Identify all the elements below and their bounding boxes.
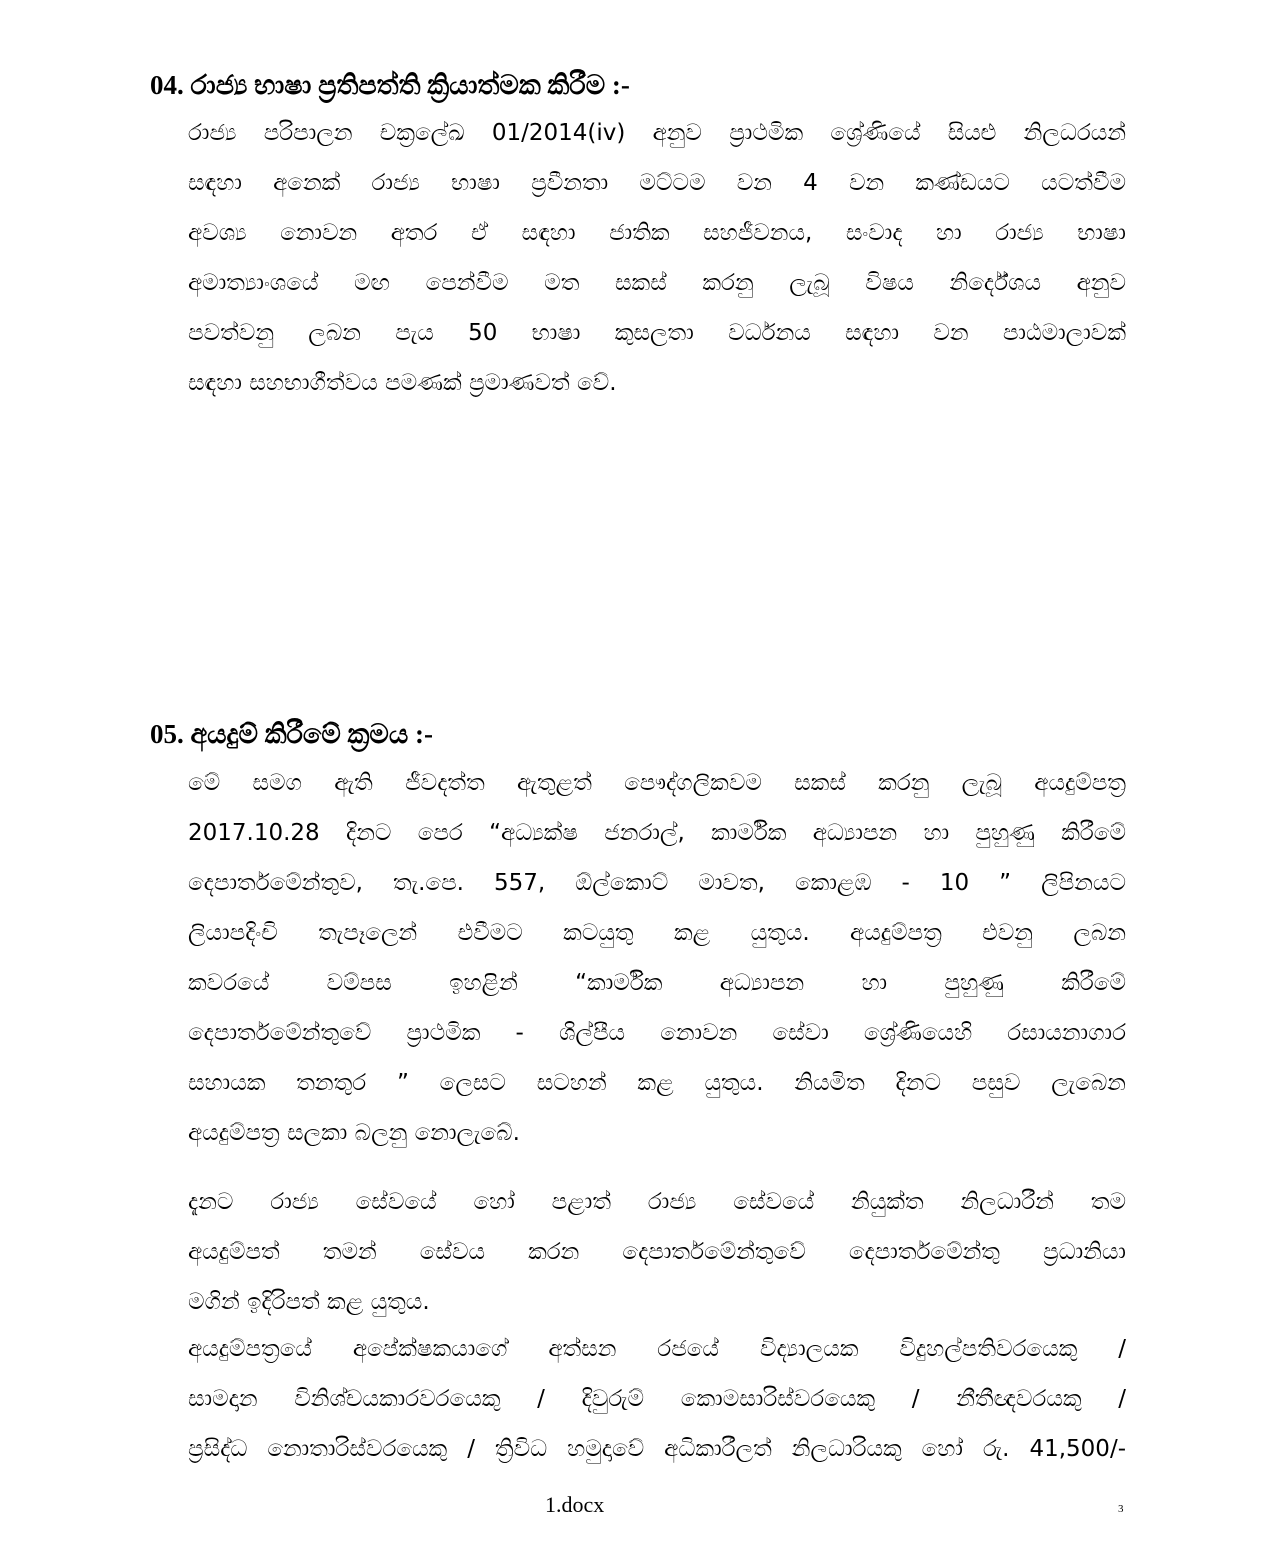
paragraph-line: ලියාපදිංචි තැපෑලෙන් එවීමට කටයුතු කළ යුතුය. අයදුම්පත්‍ර එවනු ලබන [188, 920, 1126, 946]
paragraph-line: අයදුම්පත් තමන් සේවය කරන දෙපාර්තමේන්තුවේ දෙපාර්තමේන්තු ප්‍රධානියා [188, 1239, 1126, 1265]
paragraph-line: අවශ්‍ය නොවන අතර ඒ සඳහා ජාතික සහජීවනය, සංවාද හා රාජ්‍ය භාෂා [188, 220, 1126, 246]
paragraph-line: රාජ්‍ය පරිපාලන චක්‍රලේඛ 01/2014(iv) අනුව ප්‍රාථමික ශ්‍රේණියේ සියළු නිලධරයන් [188, 120, 1126, 146]
paragraph-line: දෙපාර්තමේන්තුව, තැ.පෙ. 557, ඕල්කොට් මාවත, කොළඹ - 10 ” ලිපිනයට [188, 870, 1126, 896]
paragraph-line: සාමදාන විනිශ්චයකාරවරයෙකු / දිවුරුම් කොමසාරිස්වරයෙකු / නීතීඥවරයකු / [188, 1386, 1126, 1412]
section-05-heading: 05. අයදුම් කිරීමේ ක්‍රමය :- [150, 719, 433, 749]
paragraph-line: දෙපාර්තමේන්තුවේ ප්‍රාථමික - ශිල්පීය නොවන සේවා ශ්‍රේණියෙහි රසායනාගාර [188, 1020, 1126, 1046]
paragraph-line: මේ සමග ඇති ජීවදත්ත ඇතුළත් පෞද්ගලිකවම සකස් කරනු ලැබූ අයදුම්පත්‍ර [188, 770, 1126, 796]
section-05-paragraph-2 [188, 1177, 1126, 1327]
footer-filename: 1.docx [545, 1492, 605, 1517]
paragraph-line: ප්‍රසිද්ධ නොතාරිස්වරයෙකු / ත්‍රිවිධ හමුදාවේ අධිකාරීලත් නිලධාරියකු හෝ රු. 41,500/- [188, 1436, 1126, 1462]
paragraph-line: අමාත්‍යාංශයේ මඟ පෙන්වීම මත සකස් කරනු ලැබූ විෂය නිර්දේශය අනුව [188, 270, 1126, 296]
section-04-heading: 04. රාජ්‍ය භාෂා ප්‍රතිපත්ති ක්‍රියාත්මක කිරීම :- [150, 70, 630, 100]
paragraph-line: සඳහා අනෙක් රාජ්‍ය භාෂා ප්‍රවීනතා මට්ටම වන 4 වන කණ්ඩයට යටත්වීම [188, 170, 1126, 196]
section-05-paragraph-1 [188, 758, 1126, 1158]
paragraph-line: 2017.10.28 දිනට පෙර “අධ්‍යක්ෂ ජනරාල්, කාර්මික අධ්‍යාපන හා පුහුණු කිරීමේ [188, 820, 1126, 846]
paragraph-line: මගින් ඉදිරිපත් කළ යුතුය. [188, 1289, 430, 1315]
paragraph-line: සහායක තනතුර ” ලෙසට සටහන් කළ යුතුය. නියමිත දිනට පසුව ලැබෙන [188, 1070, 1126, 1096]
paragraph-line: අයදුම්පත්‍රයේ අපේක්ෂකයාගේ අත්සන රජයේ විද්‍යාලයක විදුහල්පතිවරයෙකු / [188, 1336, 1126, 1362]
section-04-paragraph [188, 108, 1126, 408]
paragraph-line: දැනට රාජ්‍ය සේවයේ හෝ පළාත් රාජ්‍ය සේවයේ නියුක්ත නිලධාරීන් තම [188, 1189, 1126, 1215]
paragraph-line: සඳහා සහභාගීත්වය පමණක් ප්‍රමාණවත් වේ. [188, 370, 617, 396]
paragraph-line: පවත්වනු ලබන පැය 50 භාෂා කුසලතා වර්ධනය සඳහා වන පාඨමාලාවක් [188, 320, 1126, 346]
page-number: 3 [1118, 1503, 1124, 1515]
section-05-paragraph-3 [188, 1324, 1126, 1474]
paragraph-line: අයදුම්පත්‍ර සලකා බලනු නොලැබේ. [188, 1120, 520, 1146]
paragraph-line: කවරයේ වම්පස ඉහළින් “කාර්මික අධ්‍යාපන හා පුහුණු කිරීමේ [188, 970, 1126, 996]
